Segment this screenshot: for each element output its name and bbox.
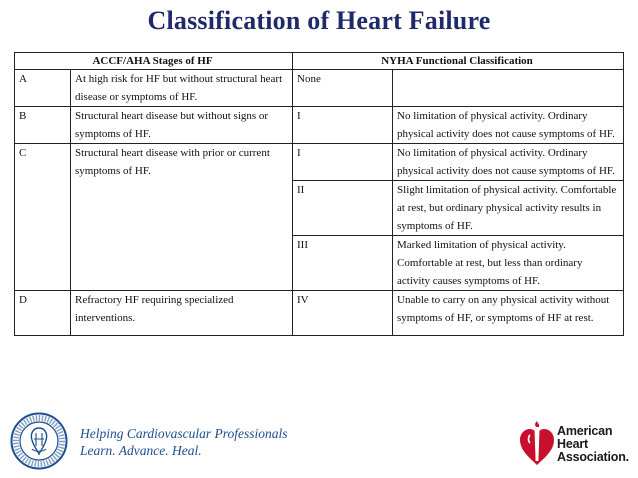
nyha-description: [393, 70, 624, 107]
tagline-line-1: Helping Cardiovascular Professionals: [80, 426, 288, 441]
stage-label: D: [15, 291, 71, 336]
aha-logo: [517, 421, 629, 469]
nyha-description: No limitation of physical activity. Ordinary physical activity does not cause symptoms of HF.: [393, 144, 624, 181]
aha-wordmark-line-1: American: [557, 424, 613, 438]
header-accf-aha-stages: ACCF/AHA Stages of HF: [15, 53, 293, 70]
acc-seal-icon: [10, 412, 68, 470]
nyha-class: IV: [293, 291, 393, 336]
aha-wordmark-line-3: Association.: [557, 450, 629, 464]
header-nyha-classification: NYHA Functional Classification: [293, 53, 624, 70]
stage-description: Refractory HF requiring specialized interventions.: [71, 291, 293, 336]
aha-wordmark-line-2: Heart: [557, 437, 588, 451]
nyha-description: Marked limitation of physical activity. Comfortable at rest, but less than ordinary activity causes symptoms of HF.: [393, 236, 624, 291]
nyha-class: I: [293, 144, 393, 181]
nyha-class: II: [293, 181, 393, 236]
slide-title: Classification of Heart Failure: [147, 6, 491, 35]
table-row: [15, 144, 624, 181]
stage-description: Structural heart disease but without signs or symptoms of HF.: [71, 107, 293, 144]
stage-description: Structural heart disease with prior or current symptoms of HF.: [71, 144, 293, 291]
table-row: [15, 70, 624, 107]
nyha-class: III: [293, 236, 393, 291]
acc-tagline: [80, 425, 288, 459]
tagline-line-2: Learn. Advance. Heal.: [80, 443, 202, 458]
stage-description: At high risk for HF but without structural heart disease or symptoms of HF.: [71, 70, 293, 107]
nyha-class: I: [293, 107, 393, 144]
nyha-description: Unable to carry on any physical activity without symptoms of HF, or symptoms of HF at rest.: [393, 291, 624, 336]
stage-label: C: [15, 144, 71, 291]
aha-wordmark: [557, 425, 629, 464]
stage-label: B: [15, 107, 71, 144]
table-row: [15, 107, 624, 144]
nyha-description: No limitation of physical activity. Ordinary physical activity does not cause symptoms of HF.: [393, 107, 624, 144]
nyha-description: Slight limitation of physical activity. Comfortable at rest, but ordinary physical activity results in symptoms of HF.: [393, 181, 624, 236]
nyha-class: None: [293, 70, 393, 107]
heart-failure-classification-table: [14, 52, 624, 336]
heart-and-torch-icon: [517, 421, 557, 467]
stage-label: A: [15, 70, 71, 107]
table-header-row: [15, 53, 624, 70]
